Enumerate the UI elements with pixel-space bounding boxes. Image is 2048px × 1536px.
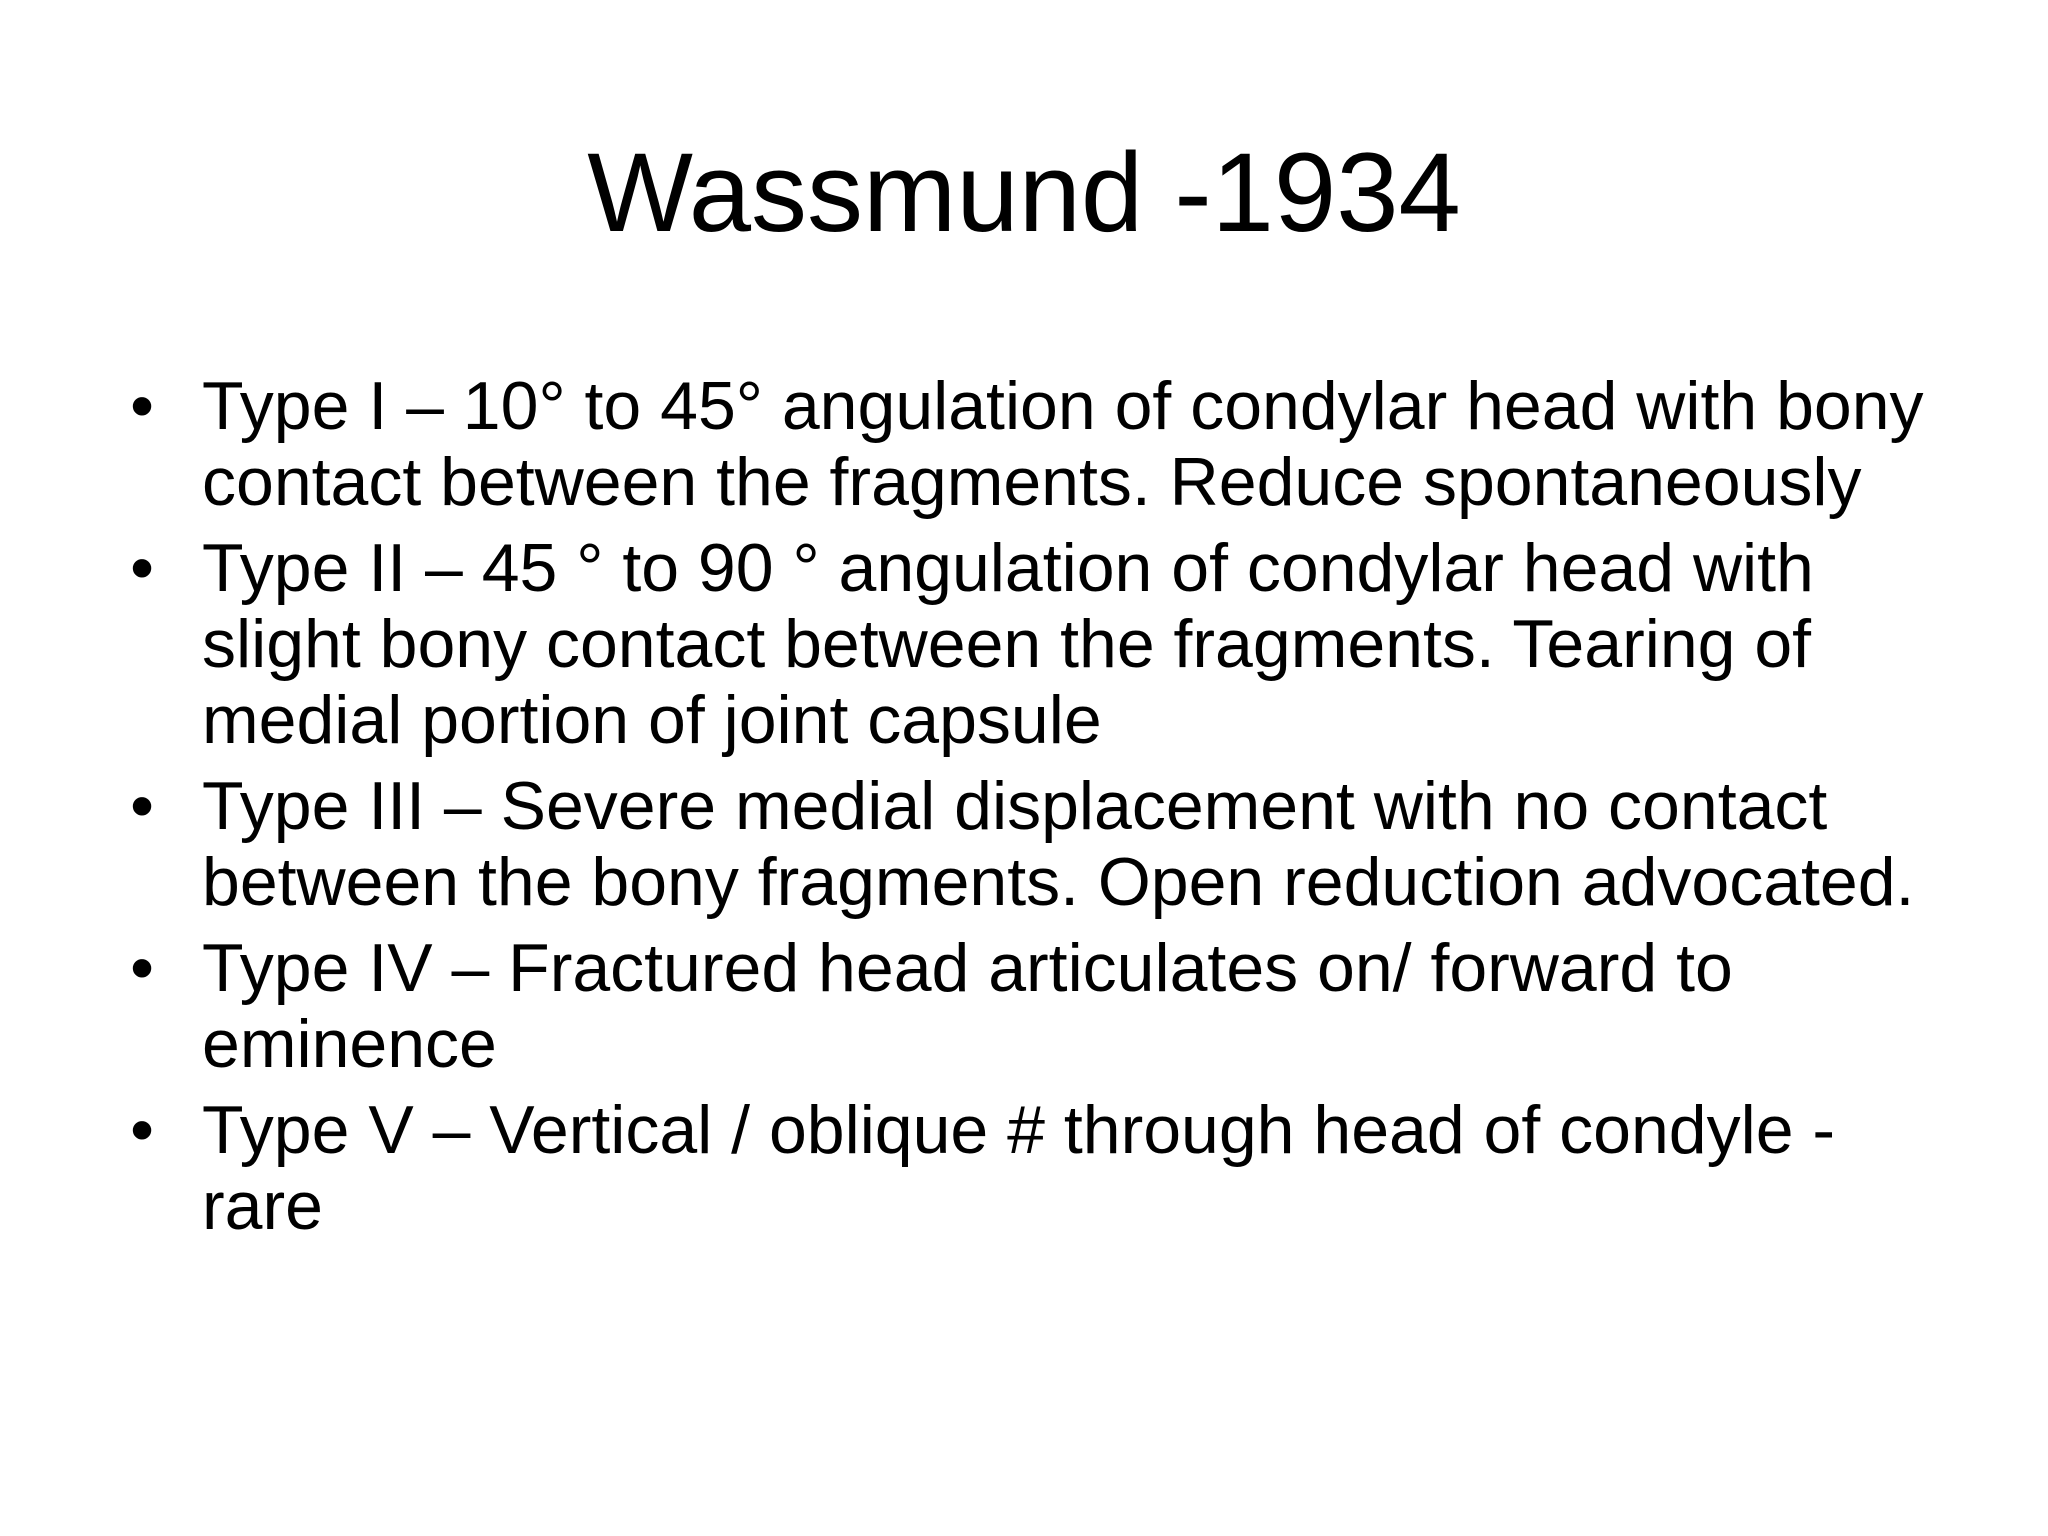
bullet-text: Type IV – Fractured head articulates on/ forward to eminence — [202, 930, 1733, 1082]
bullet-item-type-4 — [122, 930, 1942, 1082]
bullet-icon: • — [130, 768, 154, 844]
bullet-list — [122, 368, 1942, 1254]
bullet-item-type-2 — [122, 530, 1942, 758]
bullet-icon: • — [130, 368, 154, 444]
bullet-text: Type II – 45 ° to 90 ° angulation of condylar head with slight bony contact between the fragments. Tearing of medial portion of joint capsule — [202, 530, 1814, 758]
bullet-item-type-3 — [122, 768, 1942, 920]
slide-title: Wassmund -1934 — [587, 130, 1461, 255]
bullet-text: Type III – Severe medial displacement with no contact between the bony fragments. Open reduction advocated. — [202, 768, 1915, 920]
bullet-text: Type V – Vertical / oblique # through head of condyle - rare — [202, 1092, 1836, 1244]
bullet-icon: • — [130, 530, 154, 606]
bullet-item-type-1 — [122, 368, 1942, 520]
bullet-item-type-5 — [122, 1092, 1942, 1244]
bullet-text: Type I – 10° to 45° angulation of condylar head with bony contact between the fragments. Reduce spontaneously — [202, 368, 1924, 520]
bullet-icon: • — [130, 930, 154, 1006]
bullet-icon: • — [130, 1092, 154, 1168]
